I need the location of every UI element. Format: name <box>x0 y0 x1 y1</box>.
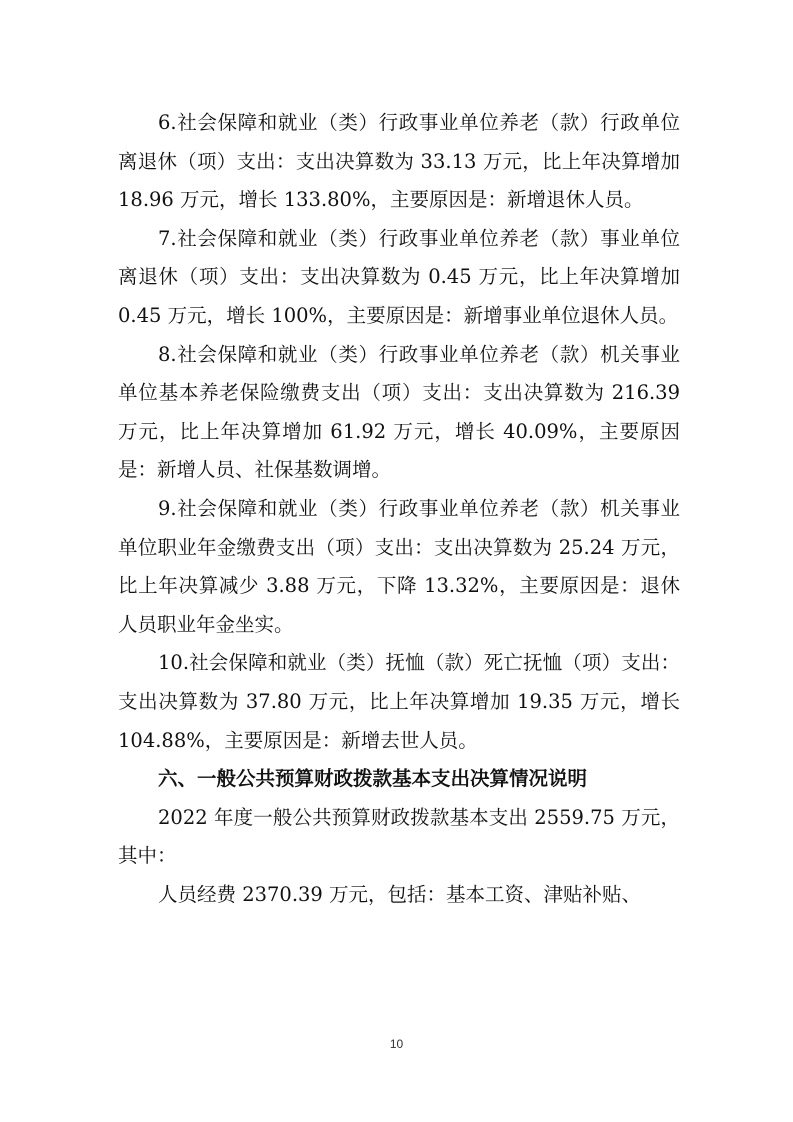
paragraph-item-7: 7.社会保障和就业（类）行政事业单位养老（款）事业单位离退休（项）支出：支出决算数为 0.45 万元，比上年决算增加 0.45 万元，增长 100%，主要原因是：新增事业单位退休人员。 <box>118 226 680 327</box>
paragraph-item-8: 8.社会保障和就业（类）行政事业单位养老（款）机关事业单位基本养老保险缴费支出（项）支出：支出决算数为 216.39 万元，比上年决算增加 61.92 万元，增长 40.09%，主要原因是：新增人员、社保基数调增。 <box>118 342 680 482</box>
basic-expenditure-summary: 2022 年度一般公共预算财政拨款基本支出 2559.75 万元，其中： <box>118 805 680 868</box>
paragraph-item-6: 6.社会保障和就业（类）行政事业单位养老（款）行政单位离退休（项）支出：支出决算数为 33.13 万元，比上年决算增加 18.96 万元，增长 133.80%，主要原因是：新增退休人员。 <box>118 111 680 212</box>
section-heading: 六、一般公共预算财政拨款基本支出决算情况说明 <box>158 767 588 791</box>
paragraph-item-9: 9.社会保障和就业（类）行政事业单位养老（款）机关事业单位职业年金缴费支出（项）支出：支出决算数为 25.24 万元，比上年决算减少 3.88 万元，下降 13.32%，主要原因是：退休人员职业年金坐实。 <box>118 496 680 636</box>
page-number: 10 <box>389 1037 404 1051</box>
page-content <box>118 104 680 914</box>
personnel-expenses-line: 人员经费 2370.39 万元，包括：基本工资、津贴补贴、 <box>158 882 642 906</box>
paragraph-item-10: 10.社会保障和就业（类）抚恤（款）死亡抚恤（项）支出：支出决算数为 37.80 万元，比上年决算增加 19.35 万元，增长 104.88%，主要原因是：新增去世人员。 <box>118 651 680 752</box>
